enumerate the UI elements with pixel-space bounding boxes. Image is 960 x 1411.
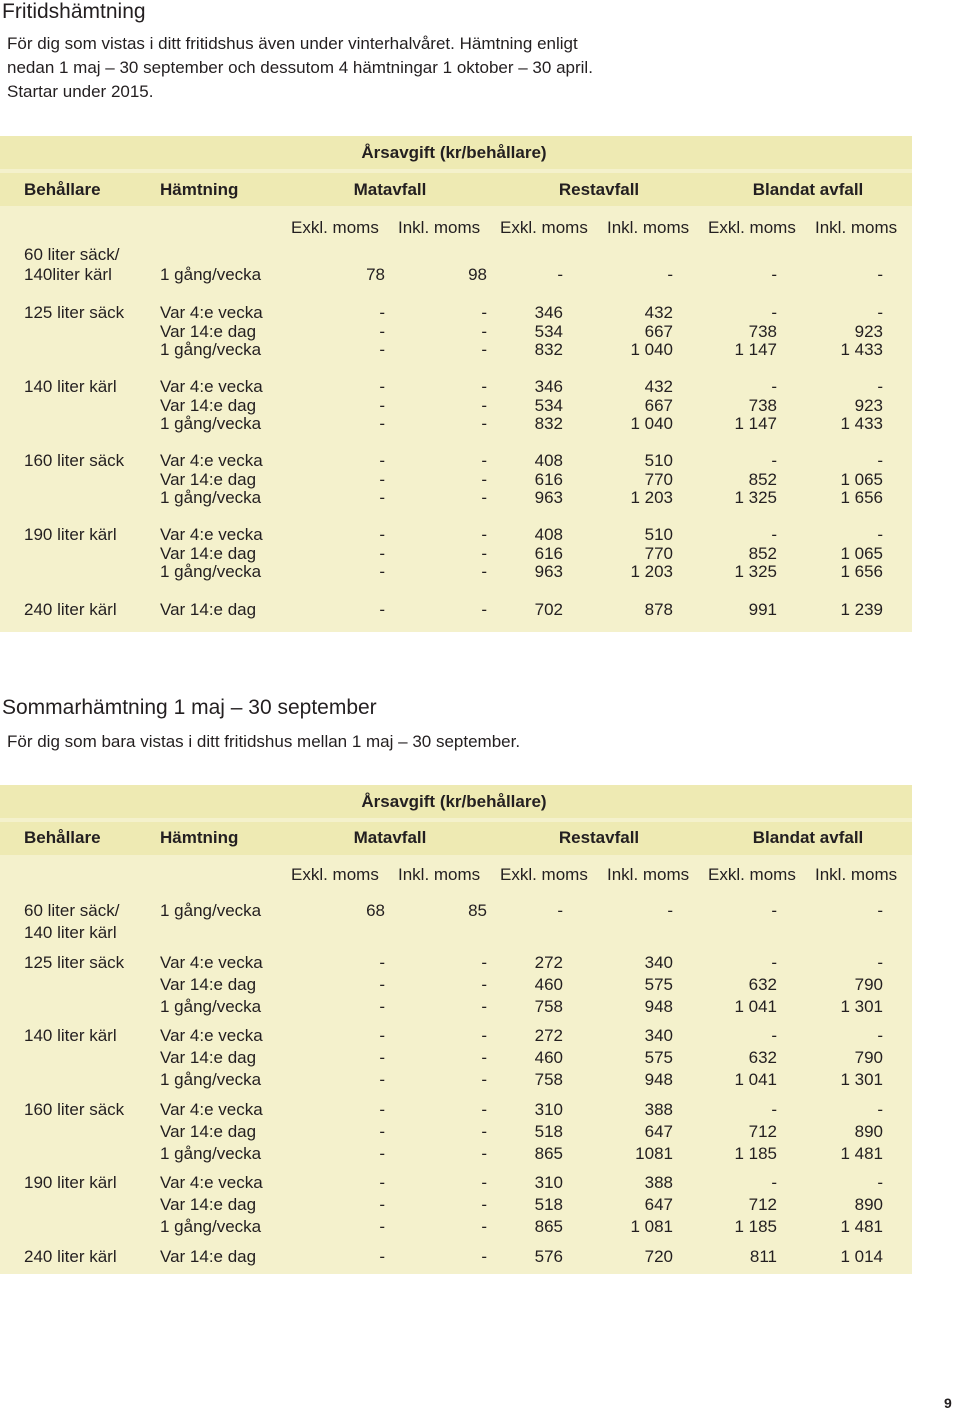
- fee-value: 1 656: [840, 562, 883, 581]
- section2-title: Sommarhämtning 1 maj – 30 september: [2, 696, 377, 719]
- fee-value: 758: [534, 1070, 563, 1089]
- collection-frequency: 1 gång/vecka: [160, 265, 262, 284]
- fee-value: 890: [854, 1122, 883, 1141]
- fee-value: 1 203: [630, 488, 673, 507]
- collection-frequency: Var 4:e vecka: [160, 377, 263, 396]
- fee-value: 720: [644, 1247, 673, 1266]
- annual-fee-table-sommar: [0, 785, 912, 1274]
- fee-value: 647: [644, 1195, 673, 1214]
- fee-value: 1081: [635, 1144, 673, 1163]
- fee-value: 518: [534, 1195, 563, 1214]
- fee-value: 632: [748, 975, 777, 994]
- column-header: Hämtning: [160, 828, 239, 847]
- fee-value: -: [877, 953, 883, 972]
- subheader-vat: Exkl. moms: [708, 218, 796, 237]
- fee-value: -: [771, 451, 777, 470]
- fee-value: 667: [644, 322, 673, 341]
- container-label: 125 liter säck: [24, 953, 125, 972]
- fee-value: 948: [644, 1070, 673, 1089]
- collection-frequency: Var 14:e dag: [160, 470, 257, 489]
- fee-value: -: [771, 303, 777, 322]
- fee-value: 890: [854, 1195, 883, 1214]
- fee-value: -: [481, 600, 487, 619]
- collection-frequency: 1 gång/vecka: [160, 562, 262, 581]
- fee-value: 991: [748, 600, 777, 619]
- fee-value: 346: [534, 303, 563, 322]
- fee-value: 632: [748, 1048, 777, 1067]
- fee-value: -: [771, 1026, 777, 1045]
- container-label: 190 liter kärl: [24, 525, 117, 544]
- fee-value: 811: [749, 1247, 777, 1266]
- collection-frequency: 1 gång/vecka: [160, 414, 262, 433]
- column-header: Hämtning: [160, 180, 239, 199]
- collection-frequency: Var 4:e vecka: [160, 953, 263, 972]
- fee-value: -: [379, 1173, 385, 1192]
- fee-value: 388: [644, 1173, 673, 1192]
- fee-value: 758: [534, 997, 563, 1016]
- fee-value: -: [481, 377, 487, 396]
- subheader-vat: Exkl. moms: [500, 865, 588, 884]
- fee-value: -: [481, 1195, 487, 1214]
- fee-value: 647: [644, 1122, 673, 1141]
- fee-value: -: [481, 975, 487, 994]
- section1-intro-line: För dig som vistas i ditt fritidshus även under vinterhalvåret. Hämtning enligt: [7, 34, 578, 53]
- subheader-vat: Inkl. moms: [607, 865, 690, 884]
- fee-value: -: [379, 303, 385, 322]
- column-header: Behållare: [24, 828, 101, 847]
- fee-value: 712: [748, 1195, 777, 1214]
- fee-value: 310: [534, 1100, 563, 1119]
- fee-value: 1 065: [840, 470, 883, 489]
- fee-value: 963: [534, 488, 563, 507]
- collection-frequency: 1 gång/vecka: [160, 901, 262, 920]
- fee-value: 865: [534, 1217, 563, 1236]
- container-label: 190 liter kärl: [24, 1173, 117, 1192]
- fee-value: -: [877, 1100, 883, 1119]
- fee-value: -: [877, 901, 883, 920]
- fee-value: 68: [366, 901, 385, 920]
- fee-value: -: [667, 901, 673, 920]
- fee-value: -: [379, 1195, 385, 1214]
- fee-value: 770: [644, 470, 673, 489]
- collection-frequency: Var 4:e vecka: [160, 525, 263, 544]
- fee-value: 712: [748, 1122, 777, 1141]
- section2-intro: [7, 730, 520, 754]
- fee-value: -: [481, 953, 487, 972]
- fee-value: -: [481, 396, 487, 415]
- container-label: 240 liter kärl: [24, 600, 117, 619]
- container-label: 140 liter kärl: [24, 1026, 117, 1045]
- fee-value: -: [379, 1070, 385, 1089]
- table-caption: Årsavgift (kr/behållare): [361, 143, 547, 162]
- fee-value: -: [379, 340, 385, 359]
- fee-value: -: [557, 901, 563, 920]
- fee-value: 738: [748, 322, 777, 341]
- fee-value: 1 185: [734, 1217, 777, 1236]
- fee-value: 1 040: [630, 340, 673, 359]
- container-label: 160 liter säck: [24, 1100, 125, 1119]
- fee-value: -: [557, 265, 563, 284]
- collection-frequency: Var 14:e dag: [160, 1048, 257, 1067]
- fee-value: 78: [366, 265, 385, 284]
- fee-value: 576: [534, 1247, 563, 1266]
- column-header: Matavfall: [353, 828, 427, 847]
- fee-value: 1 041: [734, 1070, 777, 1089]
- collection-frequency: Var 14:e dag: [160, 1195, 257, 1214]
- fee-value: 432: [644, 303, 673, 322]
- fee-value: -: [771, 1173, 777, 1192]
- subheader-vat: Inkl. moms: [815, 218, 898, 237]
- fee-value: 85: [468, 901, 487, 920]
- collection-frequency: Var 4:e vecka: [160, 303, 263, 322]
- fee-value: -: [481, 470, 487, 489]
- section1-intro: [7, 32, 593, 104]
- fee-value: 1 301: [840, 1070, 883, 1089]
- fee-value: -: [379, 488, 385, 507]
- fee-value: 923: [854, 396, 883, 415]
- fee-value: 510: [644, 525, 673, 544]
- fee-value: -: [379, 975, 385, 994]
- container-label: 140liter kärl: [24, 265, 112, 284]
- subheader-vat: Exkl. moms: [708, 865, 796, 884]
- fee-value: -: [481, 1144, 487, 1163]
- fee-value: 1 481: [840, 1144, 883, 1163]
- fee-value: -: [771, 265, 777, 284]
- fee-value: 878: [644, 600, 673, 619]
- fee-value: -: [877, 451, 883, 470]
- fee-value: -: [481, 414, 487, 433]
- fee-value: 1 325: [734, 488, 777, 507]
- collection-frequency: Var 4:e vecka: [160, 1100, 263, 1119]
- collection-frequency: 1 gång/vecka: [160, 1144, 262, 1163]
- fee-value: 790: [854, 975, 883, 994]
- fee-value: 340: [644, 1026, 673, 1045]
- fee-value: -: [481, 340, 487, 359]
- fee-value: 408: [534, 451, 563, 470]
- column-header: Blandat avfall: [752, 828, 864, 847]
- fee-value: -: [877, 265, 883, 284]
- fee-value: -: [481, 544, 487, 563]
- collection-frequency: Var 14:e dag: [160, 544, 257, 563]
- fee-value: -: [481, 1247, 487, 1266]
- container-label: 140 liter kärl: [24, 923, 117, 942]
- fee-value: 1 065: [840, 544, 883, 563]
- fee-value: 852: [748, 544, 777, 563]
- fee-value: -: [481, 322, 487, 341]
- column-header: Behållare: [24, 180, 101, 199]
- collection-frequency: Var 14:e dag: [160, 322, 257, 341]
- annual-fee-table-fritid: [0, 136, 912, 632]
- fee-value: 790: [854, 1048, 883, 1067]
- fee-value: -: [771, 525, 777, 544]
- fee-value: 534: [534, 322, 563, 341]
- section1-intro-line: nedan 1 maj – 30 september och dessutom 4 hämtningar 1 oktober – 30 april.: [7, 58, 593, 77]
- fee-value: -: [379, 525, 385, 544]
- fee-value: -: [379, 470, 385, 489]
- fee-value: -: [481, 303, 487, 322]
- fee-value: 667: [644, 396, 673, 415]
- fee-value: -: [379, 377, 385, 396]
- fee-value: -: [667, 265, 673, 284]
- fee-value: 865: [534, 1144, 563, 1163]
- section2-intro-line: För dig som bara vistas i ditt fritidshus mellan 1 maj – 30 september.: [7, 732, 521, 751]
- fee-value: -: [379, 396, 385, 415]
- fee-value: -: [771, 1100, 777, 1119]
- fee-value: -: [379, 1122, 385, 1141]
- fee-value: 616: [534, 544, 563, 563]
- fee-value: -: [379, 953, 385, 972]
- fee-value: 1 081: [630, 1217, 673, 1236]
- fee-value: 1 041: [734, 997, 777, 1016]
- fee-value: 1 433: [840, 340, 883, 359]
- collection-frequency: Var 4:e vecka: [160, 1173, 263, 1192]
- fee-value: 518: [534, 1122, 563, 1141]
- fee-value: 702: [534, 600, 563, 619]
- collection-frequency: Var 4:e vecka: [160, 451, 263, 470]
- fee-value: -: [379, 414, 385, 433]
- fee-value: -: [481, 525, 487, 544]
- fee-value: -: [481, 1070, 487, 1089]
- container-label: 160 liter säck: [24, 451, 125, 470]
- fee-value: -: [771, 377, 777, 396]
- container-label: 60 liter säck/: [24, 245, 120, 264]
- fee-value: -: [481, 1173, 487, 1192]
- fee-value: -: [379, 600, 385, 619]
- fee-value: 738: [748, 396, 777, 415]
- fee-value: 310: [534, 1173, 563, 1192]
- fee-value: -: [771, 901, 777, 920]
- fee-value: -: [379, 322, 385, 341]
- section1-intro-line: Startar under 2015.: [7, 82, 154, 101]
- fee-value: 510: [644, 451, 673, 470]
- fee-value: 460: [534, 975, 563, 994]
- fee-value: -: [771, 953, 777, 972]
- container-label: 125 liter säck: [24, 303, 125, 322]
- fee-value: -: [379, 1100, 385, 1119]
- container-label: 60 liter säck/: [24, 901, 120, 920]
- fee-value: 340: [644, 953, 673, 972]
- collection-frequency: Var 14:e dag: [160, 1247, 257, 1266]
- fee-value: 852: [748, 470, 777, 489]
- fee-value: -: [379, 997, 385, 1016]
- fee-value: 388: [644, 1100, 673, 1119]
- fee-value: 1 147: [734, 414, 777, 433]
- fee-value: -: [481, 562, 487, 581]
- fee-value: -: [877, 377, 883, 396]
- section1-title: Fritidshämtning: [2, 0, 146, 23]
- fee-value: -: [877, 303, 883, 322]
- fee-value: 408: [534, 525, 563, 544]
- fee-value: 272: [534, 1026, 563, 1045]
- fee-value: 272: [534, 953, 563, 972]
- fee-value: 1 203: [630, 562, 673, 581]
- column-header: Restavfall: [558, 180, 640, 199]
- fee-value: -: [481, 1026, 487, 1045]
- fee-value: 98: [468, 265, 487, 284]
- container-label: 240 liter kärl: [24, 1247, 117, 1266]
- fee-value: 770: [644, 544, 673, 563]
- fee-value: 1 040: [630, 414, 673, 433]
- collection-frequency: Var 4:e vecka: [160, 1026, 263, 1045]
- fee-value: -: [379, 562, 385, 581]
- subheader-vat: Inkl. moms: [815, 865, 898, 884]
- column-header: Matavfall: [353, 180, 427, 199]
- fee-value: 948: [644, 997, 673, 1016]
- collection-frequency: Var 14:e dag: [160, 975, 257, 994]
- fee-value: 575: [644, 975, 673, 994]
- fee-value: -: [481, 1217, 487, 1236]
- fee-value: 963: [534, 562, 563, 581]
- subheader-vat: Exkl. moms: [291, 865, 379, 884]
- fee-value: -: [379, 1217, 385, 1236]
- fee-value: 346: [534, 377, 563, 396]
- fee-value: 832: [534, 340, 563, 359]
- fee-value: -: [379, 1144, 385, 1163]
- fee-value: -: [481, 1048, 487, 1067]
- fee-value: 534: [534, 396, 563, 415]
- fee-value: -: [379, 1247, 385, 1266]
- fee-value: -: [379, 451, 385, 470]
- fee-value: 1 239: [840, 600, 883, 619]
- column-header: Restavfall: [558, 828, 640, 847]
- collection-frequency: 1 gång/vecka: [160, 1070, 262, 1089]
- fee-value: -: [379, 1048, 385, 1067]
- fee-value: 616: [534, 470, 563, 489]
- fee-value: 460: [534, 1048, 563, 1067]
- fee-value: -: [481, 997, 487, 1016]
- subheader-vat: Inkl. moms: [398, 865, 481, 884]
- column-header: Blandat avfall: [752, 180, 864, 199]
- fee-value: 432: [644, 377, 673, 396]
- fee-value: -: [877, 1026, 883, 1045]
- page-number: 9: [944, 1395, 952, 1411]
- collection-frequency: Var 14:e dag: [160, 396, 257, 415]
- collection-frequency: Var 14:e dag: [160, 1122, 257, 1141]
- fee-value: -: [877, 525, 883, 544]
- fee-value: 1 014: [840, 1247, 883, 1266]
- fee-value: 1 147: [734, 340, 777, 359]
- container-label: 140 liter kärl: [24, 377, 117, 396]
- fee-value: 1 325: [734, 562, 777, 581]
- collection-frequency: 1 gång/vecka: [160, 1217, 262, 1236]
- subheader-vat: Inkl. moms: [607, 218, 690, 237]
- fee-value: -: [877, 1173, 883, 1192]
- fee-value: 1 433: [840, 414, 883, 433]
- fee-value: 575: [644, 1048, 673, 1067]
- collection-frequency: 1 gång/vecka: [160, 488, 262, 507]
- fee-value: -: [481, 451, 487, 470]
- fee-value: 923: [854, 322, 883, 341]
- fee-value: 1 301: [840, 997, 883, 1016]
- fee-value: -: [481, 1100, 487, 1119]
- collection-frequency: 1 gång/vecka: [160, 340, 262, 359]
- fee-value: -: [481, 1122, 487, 1141]
- fee-value: 832: [534, 414, 563, 433]
- fee-value: -: [379, 1026, 385, 1045]
- fee-value: -: [379, 544, 385, 563]
- collection-frequency: Var 14:e dag: [160, 600, 257, 619]
- fee-value: 1 185: [734, 1144, 777, 1163]
- collection-frequency: 1 gång/vecka: [160, 997, 262, 1016]
- fee-value: 1 481: [840, 1217, 883, 1236]
- table-caption: Årsavgift (kr/behållare): [361, 792, 547, 811]
- subheader-vat: Exkl. moms: [500, 218, 588, 237]
- subheader-vat: Exkl. moms: [291, 218, 379, 237]
- fee-value: -: [481, 488, 487, 507]
- fee-value: 1 656: [840, 488, 883, 507]
- subheader-vat: Inkl. moms: [398, 218, 481, 237]
